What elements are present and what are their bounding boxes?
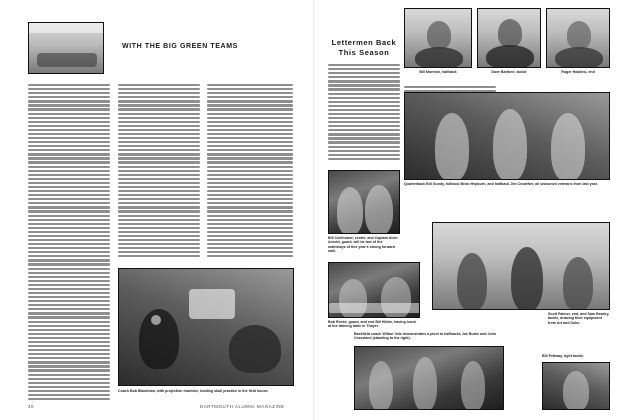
right-page-heading: Lettermen Back This Season bbox=[331, 38, 397, 57]
stadium-photo bbox=[28, 22, 104, 74]
left-page-heading: WITH THE BIG GREEN TEAMS bbox=[122, 43, 238, 50]
right-column-1 bbox=[328, 64, 400, 166]
training-table-photo bbox=[328, 262, 420, 318]
haskins-portrait bbox=[546, 8, 610, 68]
equipment-photo bbox=[432, 222, 610, 310]
barbieri-caption: Dave Barbieri, tackle bbox=[491, 70, 527, 74]
pivot-demonstration-photo bbox=[354, 346, 504, 410]
pivot-caption: Backfield coach Wilbur Volz demonstrates a pivot to halfbacks Joe Burke and John Crossland (standing to the right). bbox=[354, 332, 497, 341]
coach-projection-photo bbox=[118, 268, 294, 386]
coach-photo-caption: Coach Bob Blackman, with projection machine, holding skull practice in the field house. bbox=[118, 389, 269, 393]
page-fold bbox=[313, 0, 315, 420]
left-column-2 bbox=[118, 84, 200, 262]
moreton-portrait bbox=[404, 8, 472, 68]
colehower-caption: Bill Colehower, center, and Captain Alvin Arnold, guard, will be two of the mainstays of this year's strong forward wall. bbox=[328, 236, 398, 254]
equipment-caption: Scott Palmer, end, and Sam Bewley, tackle, drawing their equipment from Art and Duke. bbox=[548, 312, 610, 325]
moreton-caption: Bill Moreton, halfback bbox=[419, 70, 457, 74]
haskins-caption: Roger Haskins, end bbox=[561, 70, 595, 74]
left-column-1 bbox=[28, 84, 110, 400]
magazine-footer: DARTMOUTH ALUMNI MAGAZINE bbox=[200, 404, 285, 409]
left-column-3 bbox=[207, 84, 293, 262]
page-number: 40 bbox=[28, 404, 35, 409]
barbieri-portrait bbox=[477, 8, 541, 68]
pettway-photo bbox=[542, 362, 610, 410]
backfield-veterans-caption: Quarterback Bill Gundy, fullback Brian Hepburn, and halfback Jim Crowther, all seasoned veterans from last year. bbox=[404, 182, 598, 186]
colehower-arnold-photo bbox=[328, 170, 400, 234]
training-table-caption: Bob Reese, guard, and end Bill Hildre, having lunch at the training table in Thayer. bbox=[328, 320, 417, 329]
backfield-veterans-photo bbox=[404, 92, 610, 180]
pettway-caption: Bill Pettway, right tackle. bbox=[542, 354, 585, 358]
